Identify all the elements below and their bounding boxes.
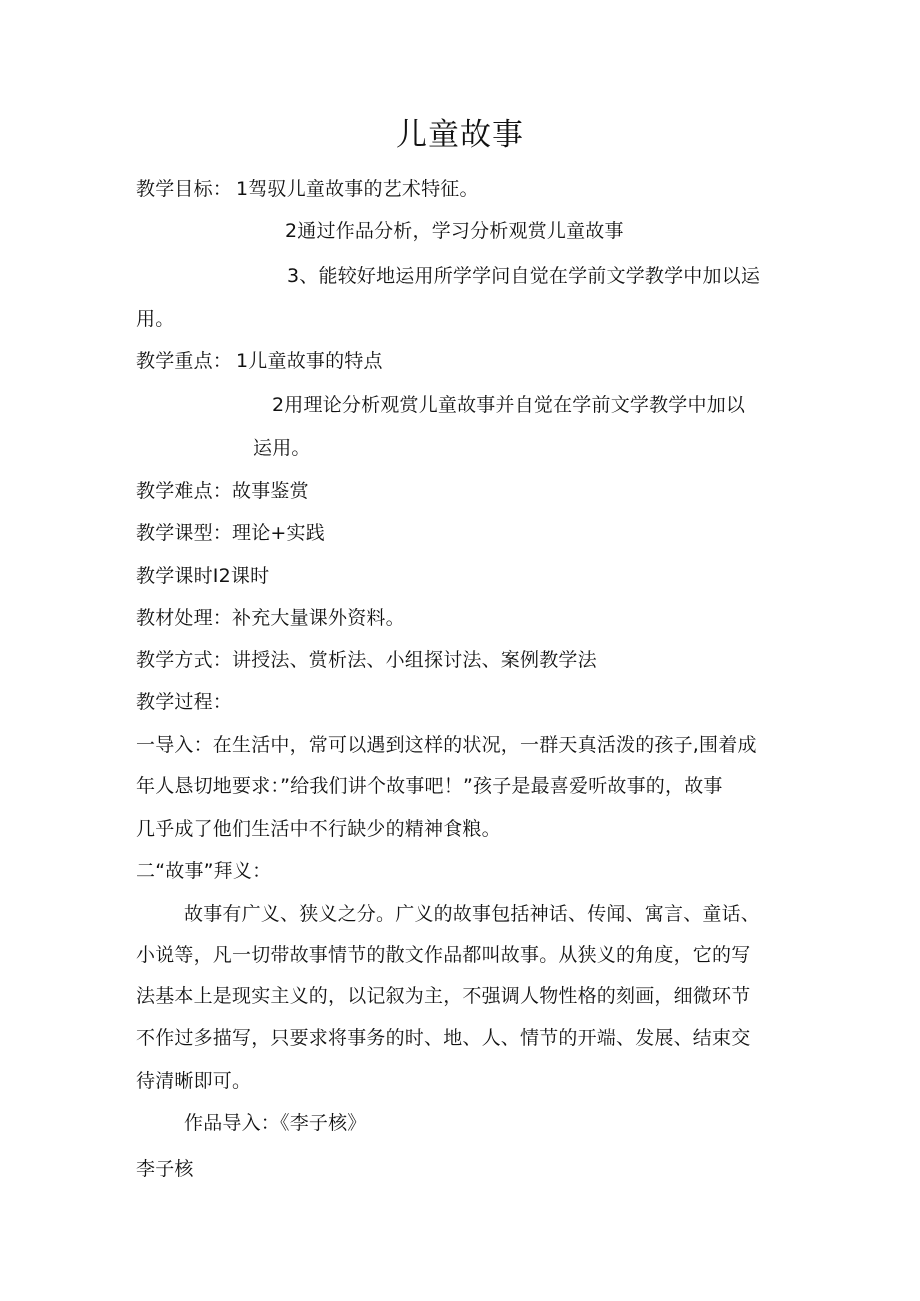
section-2-line-3: 法基本上是现实主义的，以记叙为主，不强调人物性格的刻画，细微环节: [136, 985, 751, 1007]
objective-item-3-line-1: 3、能较好地运用所学学问自觉在学前文学教学中加以运: [287, 265, 761, 287]
page-title: 儿童故事: [396, 117, 524, 153]
intro-line-3: 几乎成了他们生活中不行缺少的精神食粮。: [136, 818, 501, 840]
materials-line: 教材处理：补充大量课外资料。: [136, 607, 405, 629]
key-point-item-2-line-2: 运用。: [253, 437, 311, 459]
key-points-label: 教学重点：: [136, 350, 233, 372]
key-point-item-1: 1儿童故事的特点: [236, 350, 383, 372]
story-title: 李子核: [136, 1158, 194, 1180]
key-point-item-2-line-1: 2用理论分析观赏儿童故事并自觉在学前文学教学中加以: [272, 394, 746, 416]
difficulty-line: 教学难点：故事鉴赏: [136, 480, 309, 502]
intro-line-1: 一导入：在生活中，常可以遇到这样的状况，一群天真活泼的孩子,围着成: [136, 734, 757, 756]
section-2-heading: 二“故事”拜义：: [136, 860, 272, 882]
work-intro-line: 作品导入：《李子核》: [184, 1112, 367, 1134]
objective-item-1: 1驾驭儿童故事的艺术特征。: [236, 178, 479, 200]
section-2-line-5: 待清晰即可。: [136, 1070, 252, 1092]
lesson-hours-line: 教学课时I2课时: [136, 565, 270, 587]
section-2-line-4: 不作过多描写，只要求将事务的时、地、人、情节的开端、发展、结束交: [136, 1027, 751, 1049]
objective-item-3-line-2: 用。: [136, 308, 175, 330]
objective-item-2: 2通过作品分析，学习分析观赏儿童故事: [285, 220, 624, 242]
lesson-type-line: 教学课型：理论+实践: [136, 522, 325, 544]
section-2-line-2: 小说等，凡一切带故事情节的散文作品都叫故事。从狭义的角度，它的写: [136, 944, 751, 966]
process-label: 教学过程：: [136, 691, 233, 713]
objectives-label: 教学目标：: [136, 178, 233, 200]
methods-line: 教学方式：讲授法、赏析法、小组探讨法、案例教学法: [136, 649, 597, 671]
section-2-line-1: 故事有广义、狭义之分。广义的故事包括神话、传闻、寓言、童话、: [184, 903, 761, 925]
intro-line-2: 年人恳切地要求：”给我们讲个故事吧！”孩子是最喜爱听故事的，故事: [136, 775, 723, 797]
